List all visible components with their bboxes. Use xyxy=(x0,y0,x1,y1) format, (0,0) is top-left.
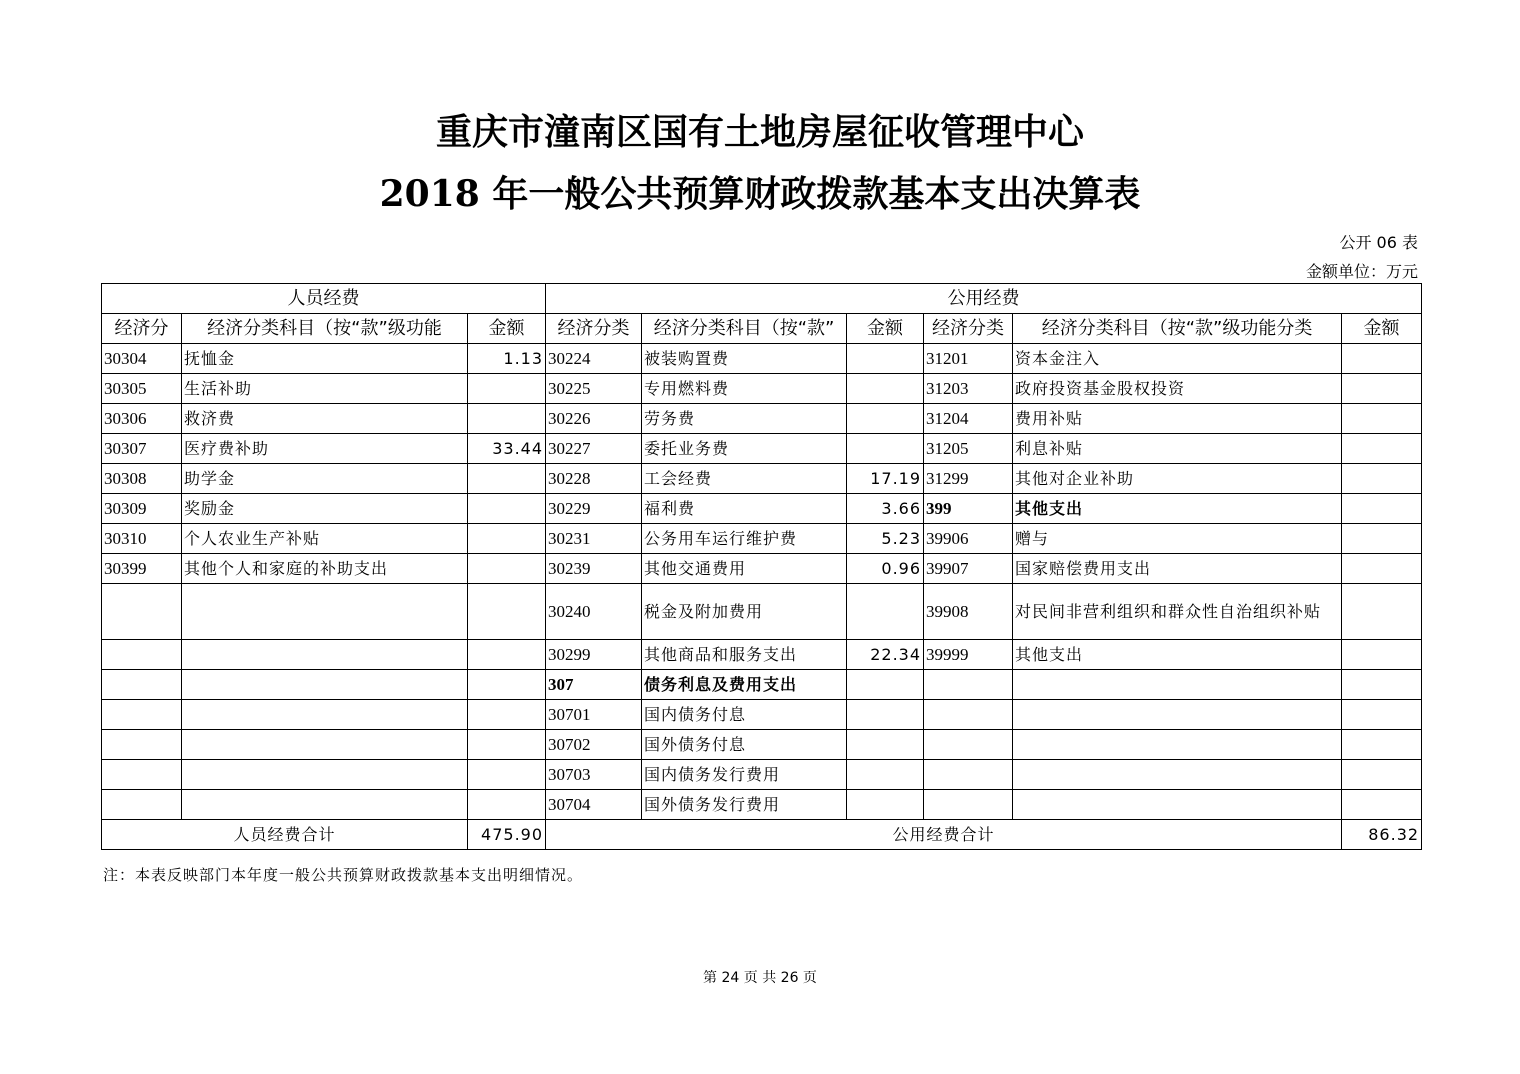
public-item-name: 其他交通费用 xyxy=(642,554,847,584)
personnel-item-name xyxy=(182,640,468,670)
public-item-name: 专用燃料费 xyxy=(642,374,847,404)
public-code: 30226 xyxy=(546,404,642,434)
public-amount xyxy=(847,434,924,464)
public-code: 30702 xyxy=(546,730,642,760)
personnel-code xyxy=(102,760,182,790)
personnel-amount: 1.13 xyxy=(468,344,546,374)
public-total-label: 公用经费合计 xyxy=(546,820,1342,850)
table-row xyxy=(102,760,1422,790)
table-row xyxy=(102,374,1422,404)
other-item-name xyxy=(1013,790,1342,820)
public-amount xyxy=(847,730,924,760)
group-header-row xyxy=(102,284,1422,314)
personnel-item-name xyxy=(182,700,468,730)
public-amount: 3.66 xyxy=(847,494,924,524)
personnel-amount xyxy=(468,404,546,434)
table-row xyxy=(102,730,1422,760)
personnel-item-name: 生活补助 xyxy=(182,374,468,404)
personnel-amount xyxy=(468,730,546,760)
public-item-name: 公务用车运行维护费 xyxy=(642,524,847,554)
personnel-amount xyxy=(468,554,546,584)
personnel-item-name: 个人农业生产补贴 xyxy=(182,524,468,554)
table-row xyxy=(102,524,1422,554)
personnel-amount xyxy=(468,670,546,700)
other-item-name xyxy=(1013,730,1342,760)
other-code: 31299 xyxy=(924,464,1013,494)
col-header-m-amount: 金额 xyxy=(847,314,924,344)
other-item-name: 其他对企业补助 xyxy=(1013,464,1342,494)
public-amount xyxy=(847,700,924,730)
personnel-item-name: 奖励金 xyxy=(182,494,468,524)
personnel-amount xyxy=(468,760,546,790)
public-item-name: 福利费 xyxy=(642,494,847,524)
personnel-total-label: 人员经费合计 xyxy=(102,820,468,850)
public-total-value: 86.32 xyxy=(1342,820,1422,850)
header-public: 公用经费 xyxy=(546,284,1422,314)
public-amount xyxy=(847,670,924,700)
other-amount xyxy=(1342,434,1422,464)
other-code xyxy=(924,700,1013,730)
table-row xyxy=(102,640,1422,670)
other-amount xyxy=(1342,670,1422,700)
col-header-p-amount: 金额 xyxy=(468,314,546,344)
other-amount xyxy=(1342,640,1422,670)
other-item-name: 对民间非营利组织和群众性自治组织补贴 xyxy=(1013,584,1342,640)
personnel-code xyxy=(102,584,182,640)
other-amount xyxy=(1342,790,1422,820)
footnote: 注：本表反映部门本年度一般公共预算财政拨款基本支出明细情况。 xyxy=(103,866,584,884)
table-row xyxy=(102,554,1422,584)
personnel-item-name xyxy=(182,584,468,640)
col-header-m-code: 经济分类 xyxy=(546,314,642,344)
public-code: 30704 xyxy=(546,790,642,820)
other-code xyxy=(924,760,1013,790)
other-code xyxy=(924,670,1013,700)
other-code: 39906 xyxy=(924,524,1013,554)
public-code: 30231 xyxy=(546,524,642,554)
personnel-code: 30310 xyxy=(102,524,182,554)
personnel-item-name: 救济费 xyxy=(182,404,468,434)
col-header-r-amount: 金额 xyxy=(1342,314,1422,344)
other-amount xyxy=(1342,730,1422,760)
public-amount xyxy=(847,344,924,374)
personnel-code: 30399 xyxy=(102,554,182,584)
public-amount: 22.34 xyxy=(847,640,924,670)
public-amount: 5.23 xyxy=(847,524,924,554)
public-item-name: 国内债务发行费用 xyxy=(642,760,847,790)
other-code: 39999 xyxy=(924,640,1013,670)
personnel-code xyxy=(102,640,182,670)
other-code: 399 xyxy=(924,494,1013,524)
other-code: 39908 xyxy=(924,584,1013,640)
personnel-item-name: 助学金 xyxy=(182,464,468,494)
public-code: 30228 xyxy=(546,464,642,494)
public-item-name: 国内债务付息 xyxy=(642,700,847,730)
other-code xyxy=(924,730,1013,760)
personnel-code: 30309 xyxy=(102,494,182,524)
other-item-name xyxy=(1013,670,1342,700)
other-amount xyxy=(1342,494,1422,524)
public-amount xyxy=(847,404,924,434)
public-item-name: 劳务费 xyxy=(642,404,847,434)
personnel-item-name xyxy=(182,760,468,790)
col-header-p-code: 经济分 xyxy=(102,314,182,344)
other-code xyxy=(924,790,1013,820)
col-header-r-name: 经济分类科目（按“款”级功能分类 xyxy=(1013,314,1342,344)
page-number: 第 24 页 共 26 页 xyxy=(703,970,817,986)
table-row xyxy=(102,434,1422,464)
other-amount xyxy=(1342,524,1422,554)
public-item-name: 被装购置费 xyxy=(642,344,847,374)
public-code: 30240 xyxy=(546,584,642,640)
table-row xyxy=(102,344,1422,374)
public-amount xyxy=(847,790,924,820)
other-item-name: 赠与 xyxy=(1013,524,1342,554)
personnel-item-name: 抚恤金 xyxy=(182,344,468,374)
personnel-amount xyxy=(468,374,546,404)
personnel-amount: 33.44 xyxy=(468,434,546,464)
personnel-amount xyxy=(468,700,546,730)
col-header-r-code: 经济分类 xyxy=(924,314,1013,344)
personnel-item-name: 其他个人和家庭的补助支出 xyxy=(182,554,468,584)
public-amount xyxy=(847,374,924,404)
personnel-code xyxy=(102,790,182,820)
public-item-name: 税金及附加费用 xyxy=(642,584,847,640)
expenditure-table xyxy=(101,283,1422,850)
public-code: 30701 xyxy=(546,700,642,730)
form-number: 公开 06 表 xyxy=(1339,233,1418,252)
public-code: 30239 xyxy=(546,554,642,584)
other-code: 31203 xyxy=(924,374,1013,404)
other-amount xyxy=(1342,404,1422,434)
other-item-name: 国家赔偿费用支出 xyxy=(1013,554,1342,584)
table-row xyxy=(102,670,1422,700)
other-amount xyxy=(1342,700,1422,730)
other-item-name: 政府投资基金股权投资 xyxy=(1013,374,1342,404)
personnel-item-name xyxy=(182,790,468,820)
col-header-p-name: 经济分类科目（按“款”级功能 xyxy=(182,314,468,344)
personnel-amount xyxy=(468,790,546,820)
public-item-name: 工会经费 xyxy=(642,464,847,494)
other-code: 31205 xyxy=(924,434,1013,464)
public-code: 30224 xyxy=(546,344,642,374)
other-item-name: 资本金注入 xyxy=(1013,344,1342,374)
column-header-row xyxy=(102,314,1422,344)
table-row xyxy=(102,584,1422,640)
header-personnel: 人员经费 xyxy=(102,284,546,314)
other-code: 31201 xyxy=(924,344,1013,374)
other-amount xyxy=(1342,374,1422,404)
personnel-amount xyxy=(468,584,546,640)
totals-row xyxy=(102,820,1422,850)
public-code: 30229 xyxy=(546,494,642,524)
amount-unit: 金额单位：万元 xyxy=(1305,262,1418,281)
public-item-name: 国外债务付息 xyxy=(642,730,847,760)
col-header-m-name: 经济分类科目（按“款” xyxy=(642,314,847,344)
public-amount xyxy=(847,584,924,640)
other-item-name: 其他支出 xyxy=(1013,494,1342,524)
personnel-code: 30307 xyxy=(102,434,182,464)
other-amount xyxy=(1342,344,1422,374)
public-code: 30225 xyxy=(546,374,642,404)
personnel-amount xyxy=(468,524,546,554)
public-item-name: 委托业务费 xyxy=(642,434,847,464)
personnel-total-value: 475.90 xyxy=(468,820,546,850)
personnel-code: 30305 xyxy=(102,374,182,404)
other-item-name: 费用补贴 xyxy=(1013,404,1342,434)
page-title-line1: 重庆市潼南区国有土地房屋征收管理中心 xyxy=(435,111,1084,153)
personnel-code xyxy=(102,670,182,700)
personnel-amount xyxy=(468,494,546,524)
personnel-code xyxy=(102,730,182,760)
other-item-name xyxy=(1013,760,1342,790)
public-code: 30703 xyxy=(546,760,642,790)
public-item-name: 国外债务发行费用 xyxy=(642,790,847,820)
table-row xyxy=(102,790,1422,820)
public-code: 307 xyxy=(546,670,642,700)
page-title-line2: 2018 年一般公共预算财政拨款基本支出决算表 xyxy=(379,173,1141,215)
public-item-name: 债务利息及费用支出 xyxy=(642,670,847,700)
personnel-code: 30306 xyxy=(102,404,182,434)
personnel-amount xyxy=(468,464,546,494)
table-row xyxy=(102,464,1422,494)
public-code: 30299 xyxy=(546,640,642,670)
public-amount: 17.19 xyxy=(847,464,924,494)
personnel-item-name: 医疗费补助 xyxy=(182,434,468,464)
personnel-code: 30304 xyxy=(102,344,182,374)
other-item-name: 其他支出 xyxy=(1013,640,1342,670)
table-row xyxy=(102,700,1422,730)
table-row xyxy=(102,494,1422,524)
other-item-name xyxy=(1013,700,1342,730)
table-row xyxy=(102,404,1422,434)
public-code: 30227 xyxy=(546,434,642,464)
personnel-code: 30308 xyxy=(102,464,182,494)
other-item-name: 利息补贴 xyxy=(1013,434,1342,464)
other-amount xyxy=(1342,464,1422,494)
other-amount xyxy=(1342,554,1422,584)
public-item-name: 其他商品和服务支出 xyxy=(642,640,847,670)
personnel-item-name xyxy=(182,670,468,700)
public-amount xyxy=(847,760,924,790)
public-amount: 0.96 xyxy=(847,554,924,584)
other-amount xyxy=(1342,584,1422,640)
other-code: 39907 xyxy=(924,554,1013,584)
personnel-amount xyxy=(468,640,546,670)
personnel-code xyxy=(102,700,182,730)
personnel-item-name xyxy=(182,730,468,760)
other-amount xyxy=(1342,760,1422,790)
other-code: 31204 xyxy=(924,404,1013,434)
